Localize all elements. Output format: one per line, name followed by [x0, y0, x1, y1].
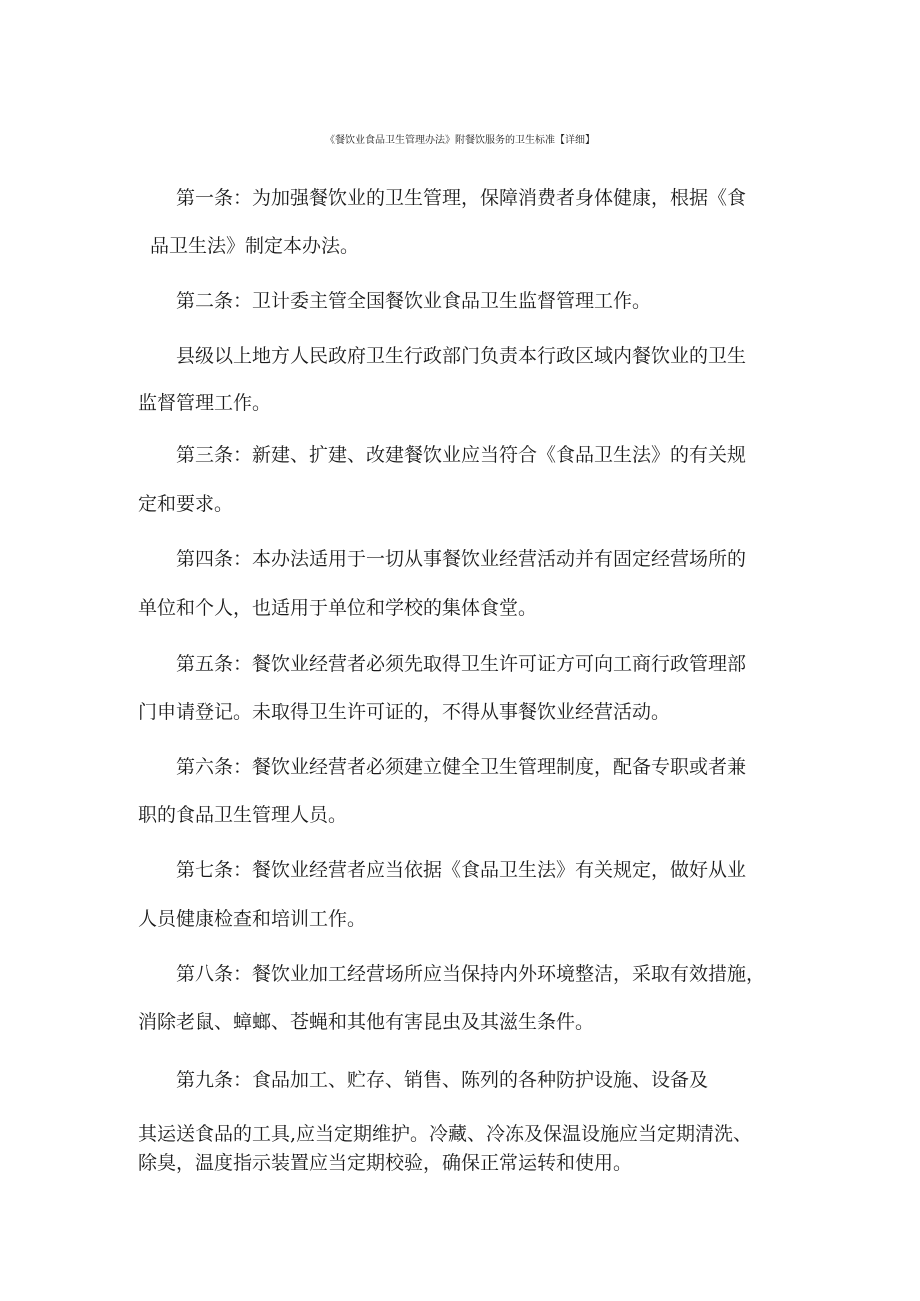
article-2-line-1: 第二条：卫计委主管全国餐饮业食品卫生监督管理工作。 [176, 290, 652, 312]
article-9-line-1: 第九条：食品加工、贮存、销售、陈列的各种防护设施、设备及 [176, 1069, 709, 1091]
article-1-line-1: 第一条：为加强餐饮业的卫生管理，保障消费者身体健康，根据《食 [176, 187, 747, 209]
article-1-line-2: 品卫生法》制定本办法。 [150, 235, 360, 257]
article-6-line-1: 第六条：餐饮业经营者必须建立健全卫生管理制度，配备专职或者兼 [176, 756, 747, 778]
article-5-line-2: 门申请登记。未取得卫生许可证的，不得从事餐饮业经营活动。 [138, 701, 671, 723]
paragraph-county-line-1: 县级以上地方人民政府卫生行政部门负责本行政区域内餐饮业的卫生 [176, 345, 747, 367]
article-4-line-1: 第四条：本办法适用于一切从事餐饮业经营活动并有固定经营场所的 [176, 548, 747, 570]
article-7-line-1: 第七条：餐饮业经营者应当依据《食品卫生法》有关规定，做好从业 [176, 859, 747, 881]
article-3-line-1: 第三条：新建、扩建、改建餐饮业应当符合《食品卫生法》的有关规 [176, 444, 747, 466]
document-title: 《餐饮业食品卫生管理办法》附餐饮服务的卫生标准【详细】 [325, 135, 595, 146]
article-9-line-2: 其运送食品的工具,应当定期维护。冷藏、冷冻及保温设施应当定期清洗、 [138, 1123, 753, 1145]
paragraph-county-line-2: 监督管理工作。 [138, 392, 272, 414]
article-8-line-1: 第八条：餐饮业加工经营场所应当保持内外环境整洁，采取有效措施， [176, 963, 766, 985]
article-9-line-3: 除臭，温度指示装置应当定期校验，确保正常运转和使用。 [138, 1152, 633, 1174]
article-3-line-2: 定和要求。 [138, 493, 234, 515]
article-8-line-2: 消除老鼠、蟑螂、苍蝇和其他有害昆虫及其滋生条件。 [138, 1011, 595, 1033]
article-5-line-1: 第五条：餐饮业经营者必须先取得卫生许可证方可向工商行政管理部 [176, 653, 747, 675]
article-6-line-2: 职的食品卫生管理人员。 [138, 804, 348, 826]
article-4-line-2: 单位和个人，也适用于单位和学校的集体食堂。 [138, 597, 538, 619]
article-7-line-2: 人员健康检查和培训工作。 [138, 908, 367, 930]
